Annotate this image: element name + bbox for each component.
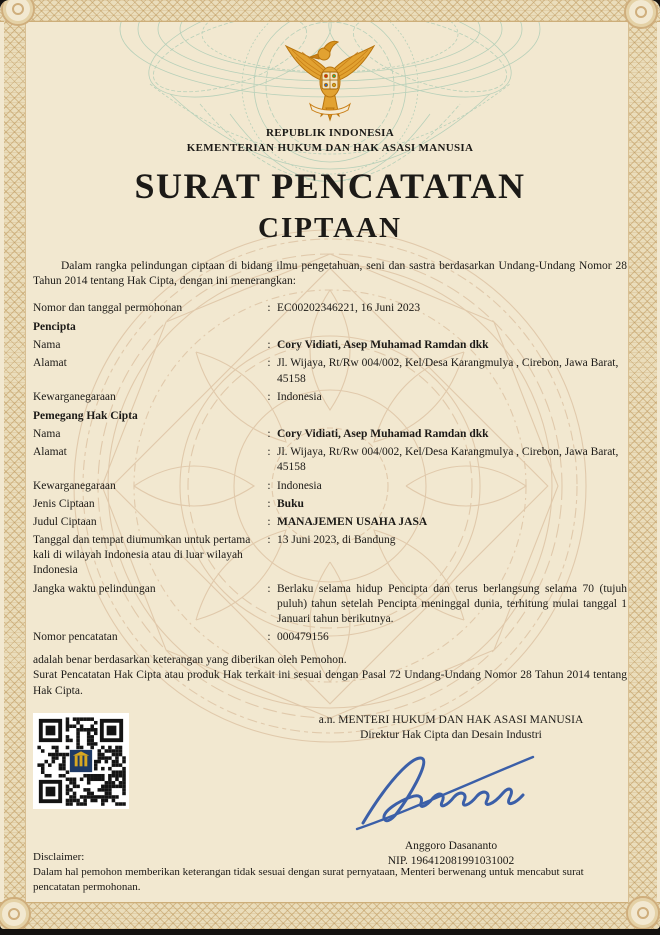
border-band-bottom (0, 902, 660, 929)
field-nomor-permohonan (33, 301, 627, 316)
corner-medallion-icon (626, 896, 660, 929)
field-jangka-waktu (33, 582, 627, 628)
handwritten-signature (351, 745, 551, 837)
corner-medallion-icon (0, 897, 31, 929)
field-pencipta-nama (33, 338, 627, 353)
disclaimer-block (33, 850, 627, 895)
border-band-top (0, 0, 660, 22)
field-value: Jl. Wijaya, Rt/Rw 004/002, Kel/Desa Karangmulya , Cirebon, Jawa Barat, 45158 (277, 446, 619, 474)
colon-separator (261, 515, 277, 530)
colon-separator (261, 427, 277, 442)
director-title-line: Direktur Hak Cipta dan Desain Industri (360, 728, 542, 741)
colon-separator (261, 390, 277, 405)
colon-separator (261, 445, 277, 475)
colon-separator (261, 301, 277, 316)
field-pemegang-alamat (33, 445, 627, 475)
field-label: Jenis Ciptaan (33, 497, 95, 510)
signature-area (33, 713, 627, 870)
border-band-right (628, 21, 657, 903)
field-label: Tanggal dan tempat diumumkan untuk pertama kali di wilayah Indonesia atau di luar wilayah Indonesia (33, 534, 251, 577)
field-judul-ciptaan (33, 515, 627, 530)
qr-center-logo (70, 750, 92, 772)
field-value: Indonesia (277, 479, 322, 492)
section-heading-pemegang: Pemegang Hak Cipta (33, 409, 138, 422)
section-heading-pencipta: Pencipta (33, 321, 76, 334)
field-pemegang-kewarganegaraan (33, 479, 627, 494)
on-behalf-line: a.n. MENTERI HUKUM DAN HAK ASASI MANUSIA (318, 713, 584, 726)
closing-line2: Surat Pencatatan Hak Cipta atau produk Hak terkait ini sesuai dengan Pasal 72 Undang-Undang Nomor 28 Tahun 2014 tentang Hak Cipta. (33, 669, 627, 697)
disclaimer-heading: Disclaimer: (33, 851, 85, 864)
republic-line: REPUBLIK INDONESIA (266, 127, 394, 139)
field-pencipta-alamat (33, 356, 627, 386)
field-label: Nomor dan tanggal permohonan (33, 301, 183, 314)
field-label: Judul Ciptaan (33, 515, 97, 528)
border-band-left (4, 21, 26, 903)
qr-code (33, 713, 129, 809)
closing-line1: adalah benar berdasarkan keterangan yang diberikan oleh Pemohon. (33, 654, 347, 667)
document-title: SURAT PENCATATAN (134, 166, 526, 207)
colon-separator (261, 630, 277, 645)
field-value: Berlaku selama hidup Pencipta dan terus berlangsung selama 70 (tujuh puluh) tahun setelah Pencipta meninggal dunia, terhitung mulai tanggal 1 Januari tahun berikutnya. (277, 582, 627, 625)
field-value: EC00202346221, 16 Juni 2023 (277, 301, 421, 314)
signatory-name: Anggoro Dasananto (404, 840, 498, 853)
field-value: 000479156 (277, 631, 329, 644)
field-label: Nama (33, 428, 61, 441)
document-subtitle: CIPTAAN (258, 211, 402, 244)
field-label: Kewarganegaraan (33, 390, 116, 403)
signatory-block (301, 713, 601, 870)
field-value: Cory Vidiati, Asep Muhamad Ramdan dkk (277, 428, 489, 441)
colon-separator (261, 497, 277, 512)
garuda-pancasila-icon (282, 24, 378, 124)
colon-separator (261, 338, 277, 353)
signatory-nip: NIP. 196412081991031002 (387, 855, 515, 868)
field-rows (33, 301, 627, 645)
field-label: Jangka waktu pelindungan (33, 582, 156, 595)
field-label: Alamat (33, 357, 67, 370)
colon-separator (261, 582, 277, 628)
colon-separator (261, 479, 277, 494)
closing-statement (33, 653, 627, 699)
field-pencipta-kewarganegaraan (33, 390, 627, 405)
field-tanggal-diumumkan (33, 533, 627, 579)
field-jenis-ciptaan (33, 497, 627, 512)
field-value: Jl. Wijaya, Rt/Rw 004/002, Kel/Desa Karangmulya , Cirebon, Jawa Barat, 45158 (277, 357, 619, 385)
field-label: Kewarganegaraan (33, 479, 116, 492)
ministry-line: KEMENTERIAN HUKUM DAN HAK ASASI MANUSIA (186, 141, 474, 154)
field-pemegang-nama (33, 427, 627, 442)
certificate-content (33, 20, 627, 870)
colon-separator (261, 533, 277, 579)
disclaimer-text: Dalam hal pemohon memberikan keterangan tidak sesuai dengan surat pernyataan, Menteri berwenang untuk mencabut surat pencatatan permohonan. (33, 866, 584, 894)
colon-separator (261, 356, 277, 386)
intro-paragraph: Dalam rangka pelindungan ciptaan di bidang ilmu pengetahuan, seni dan sastra berdasarkan Undang-Undang Nomor 28 Tahun 2014 tentang Hak Cipta, dengan ini menerangkan: (33, 259, 627, 287)
field-label: Nama (33, 339, 61, 352)
field-nomor-pencatatan (33, 630, 627, 645)
field-value: Cory Vidiati, Asep Muhamad Ramdan dkk (277, 339, 489, 352)
field-label: Alamat (33, 446, 67, 459)
field-value: Buku (277, 497, 304, 510)
field-value: Indonesia (277, 390, 322, 403)
field-label: Nomor pencatatan (33, 631, 118, 644)
field-value: 13 Juni 2023, di Bandung (277, 534, 396, 547)
field-value: MANAJEMEN USAHA JASA (277, 515, 428, 528)
